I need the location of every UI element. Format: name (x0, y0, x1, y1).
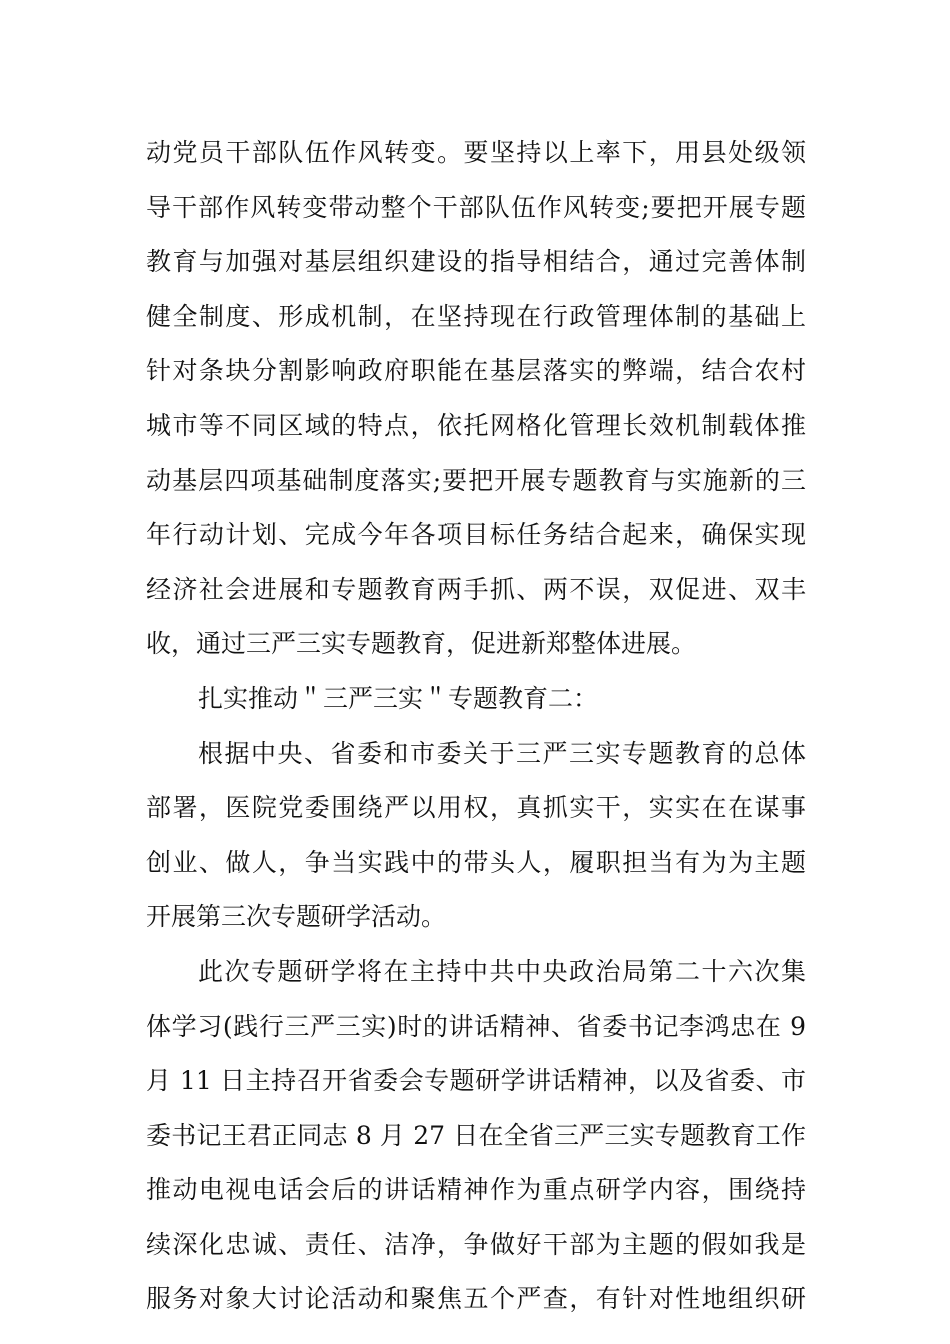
text-line: 续深化忠诚、责任、洁净，争做好干部为主题的假如我是 (146, 1229, 806, 1259)
text-line: 月 11 日主持召开省委会专题研学讲话精神，以及省委、市 (146, 1066, 806, 1096)
text-line: 动党员干部队伍作风转变。要坚持以上率下，用县处级领 (146, 138, 806, 167)
text-line: 扎实推动＂三严三实＂专题教育二： (198, 683, 599, 713)
text-line: 创业、做人，争当实践中的带头人，履职担当有为为主题 (146, 847, 806, 877)
text-line: 委书记王君正同志 8 月 27 日在全省三严三实专题教育工作 (146, 1120, 806, 1150)
text-line: 城市等不同区域的特点，依托网格化管理长效机制载体推 (146, 410, 806, 440)
text-line: 导干部作风转变带动整个干部队伍作风转变;要把开展专题 (146, 192, 806, 222)
text-line: 年行动计划、完成今年各项目标任务结合起来，确保实现 (146, 520, 806, 550)
text-line: 根据中央、省委和市委关于三严三实专题教育的总体 (198, 738, 806, 768)
text-line: 健全制度、形成机制，在坚持现在行政管理体制的基础上 (146, 301, 806, 331)
text-line: 此次专题研学将在主持中共中央政治局第二十六次集 (198, 956, 806, 986)
text-line: 动基层四项基础制度落实;要把开展专题教育与实施新的三 (146, 465, 806, 495)
text-line: 体学习(践行三严三实)时的讲话精神、省委书记李鸿忠在 9 (146, 1011, 806, 1041)
text-line: 收，通过三严三实专题教育，促进新郑整体进展。 (146, 629, 697, 659)
text-line: 经济社会进展和专题教育两手抓、两不误，双促进、双丰 (146, 574, 806, 604)
text-line: 部署，医院党委围绕严以用权，真抓实干，实实在在谋事 (146, 793, 806, 823)
text-line: 服务对象大讨论活动和聚焦五个严查，有针对性地组织研 (146, 1284, 806, 1314)
text-line: 开展第三次专题研学活动。 (146, 902, 447, 932)
text-line: 教育与加强对基层组织建设的指导相结合，通过完善体制 (146, 247, 806, 277)
body-text (146, 126, 806, 1327)
text-line: 推动电视电话会后的讲话精神作为重点研学内容，围绕持 (146, 1175, 806, 1205)
text-line: 针对条块分割影响政府职能在基层落实的弊端，结合农村 (146, 356, 806, 386)
